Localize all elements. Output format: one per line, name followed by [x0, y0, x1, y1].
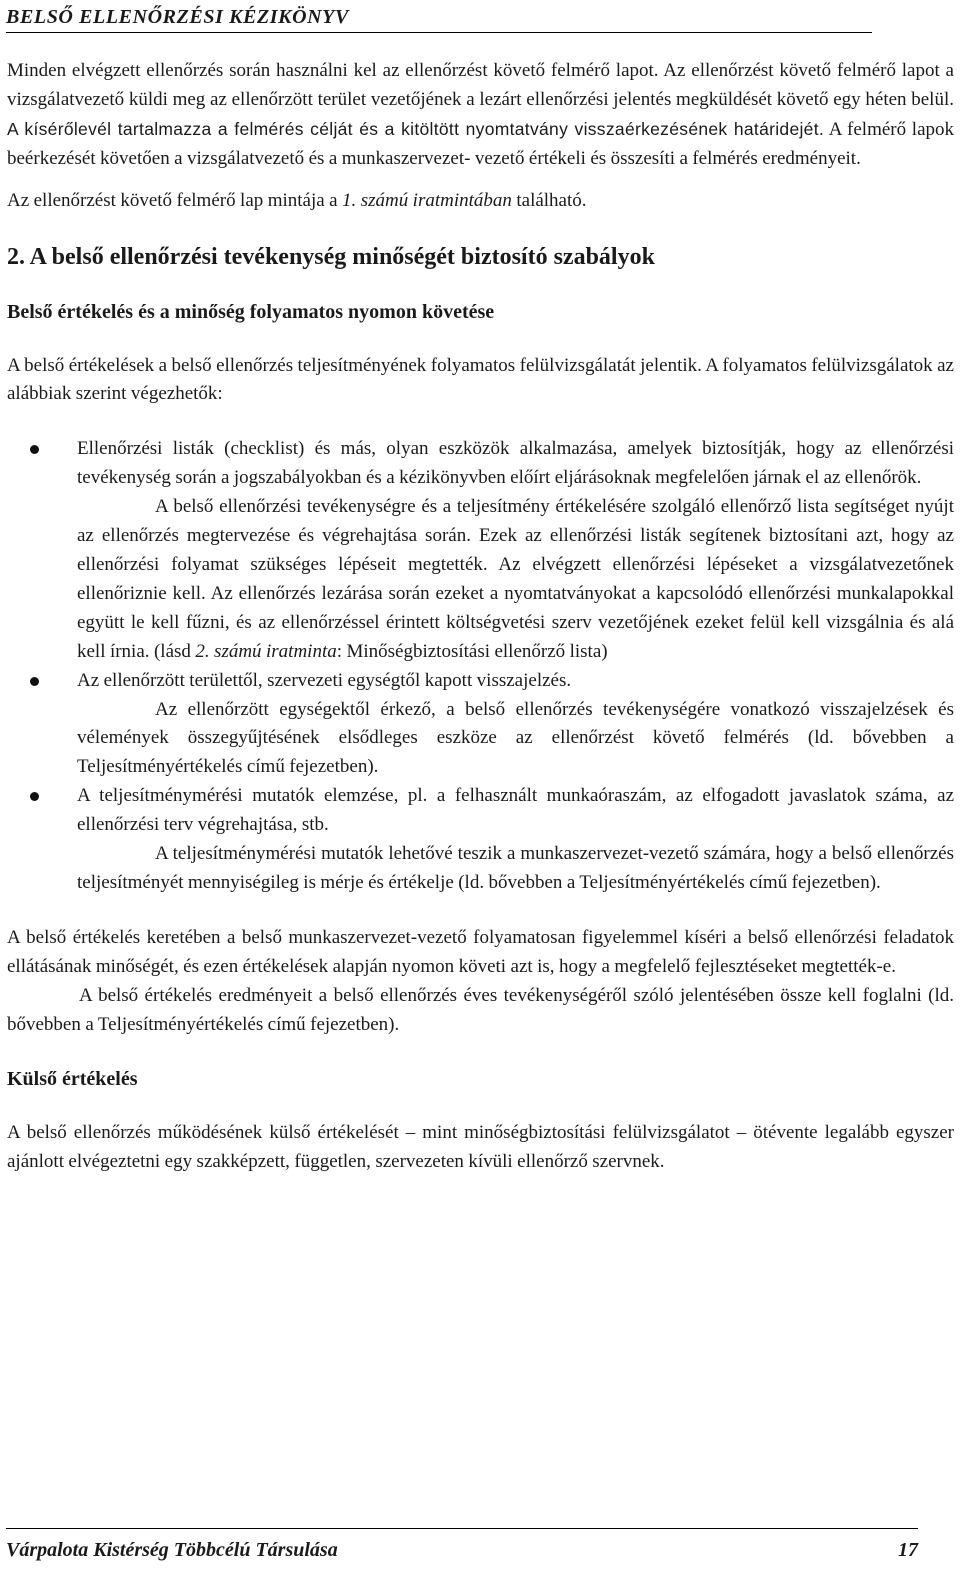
iratminta-reference: 2. számú iratminta [195, 640, 337, 662]
bullet-list [7, 435, 954, 898]
closing-paragraph-2: A belső értékelés eredményeit a belső ellenőrzés éves tevékenységéről szóló jelentésében össze kell foglalni (ld. bővebben a Teljesítményértékelés című fejezetben). [7, 984, 954, 1035]
intro-paragraph-1 [7, 57, 954, 174]
section-intro: A belső értékelések a belső ellenőrzés teljesítményének folyamatos felülvizsgálatát jelentik. A folyamatos felülvizsgálatok az alábbiak szerint végezhetők: [7, 354, 954, 405]
closing-paragraph-1: A belső értékelés keretében a belső munkaszervezet-vezető folyamatosan figyelemmel kíséri a belső ellenőrzési feladatok ellátásának minőségét, és ezen értékelések alapján nyomon követi azt is, hogy a megfelelő fejlesztéseket megtették-e. [7, 926, 954, 977]
bullet-detail: A teljesítménymérési mutatók lehetővé teszik a munkaszervezet-vezető számára, hogy a belső ellenőrzés teljesítményét mennyiségileg is mérje és értékelje (ld. bővebben a Teljesítményértékelés című fejezetben). [77, 843, 954, 893]
external-paragraph: A belső ellenőrzés működésének külső értékelését – mint minőségbiztosítási felülvizsgálatot – ötévente legalább egyszer ajánlott elvégeztetni egy szakképzett, független, szervezeten kívüli ellenőrző szervnek. [7, 1122, 954, 1173]
header-title: BELSŐ ELLENŐRZÉSI KÉZIKÖNYV [6, 6, 349, 28]
intro-text-b: A kísérőlevél tartalmazza a felmérés célját és a kitöltött nyomtatvány visszaérkezésének határidejét. [7, 118, 825, 139]
bullet-detail [77, 493, 954, 666]
running-header [6, 4, 872, 33]
intro-p2-post: található. [511, 189, 587, 211]
page-footer [6, 1528, 918, 1563]
iratminta-reference: 1. számú iratmintában [342, 189, 512, 211]
bullet-icon [30, 445, 39, 454]
list-item [7, 782, 954, 898]
intro-p2-pre: Az ellenőrzést követő felmérő lap mintája a [7, 189, 343, 211]
bullet-detail-pre: A belső ellenőrzési tevékenységre és a teljesítmény értékelésére szolgáló ellenőrző lista segítséget nyújt az ellenőrzés megtervezése és végrehajtása során. Ezek az ellenőrzési listák segítenek biztosítani azt, hogy az ellenőrzési folyamat szükséges lépéseit megtették. Az elvégzett ellenőrzési lépéseket a vizsgálatvezetőnek ellenőriznie kell. Az ellenőrzés lezárása során ezeket a nyomtatványokat a kapcsolódó ellenőrzési munkalapokkal együtt le kell fűzni, és az ellenőrzéssel érintett költségvetési szerv vezetőjének ezeket felül kell vizsgálnia és alá kell írnia. (lásd [77, 496, 954, 662]
bullet-main: Az ellenőrzött területtől, szervezeti egységtől kapott visszajelzés. [77, 669, 572, 691]
list-item [7, 667, 954, 783]
list-item [7, 435, 954, 666]
intro-text-c: A felmérő lapok beérkezését követően a vizsgálatvezető és a munkaszervezet- vezető értékeli és összesíti a felmérés eredményeit. [7, 118, 954, 169]
bullet-detail: Az ellenőrzött egységektől érkező, a belső ellenőrzés tevékenységére vonatkozó visszajelzések és vélemények összegyűjtésének elsődleges eszköze az ellenőrzést követő felmérés (ld. bővebben a Teljesítményértékelés című fejezetben). [77, 698, 954, 778]
intro-paragraph-2 [7, 187, 954, 216]
page-number: 17 [898, 1539, 918, 1561]
external-heading: Külső értékelés [7, 1068, 138, 1091]
bullet-icon [30, 677, 39, 686]
page-body [7, 57, 954, 1177]
intro-text-a: Minden elvégzett ellenőrzés során használni kel az ellenőrzést követő felmérő lapot. Az ellenőrzést követő felmérő lapot a vizsgálatvezető küldi meg az ellenőrzött terület vezetőjének a lezárt ellenőrzési jelentés megküldését követő egy héten belül. [7, 60, 954, 110]
subsection-heading: Belső értékelés és a minőség folyamatos nyomon követése [7, 300, 495, 323]
section-heading: 2. A belső ellenőrzési tevékenység minőségét biztosító szabályok [7, 243, 655, 270]
bullet-icon [30, 792, 39, 801]
bullet-main: A teljesítménymérési mutatók elemzése, pl. a felhasznált munkaóraszám, az elfogadott javaslatok száma, az ellenőrzési terv végrehajtása, stb. [77, 785, 954, 836]
bullet-main: Ellenőrzési listák (checklist) és más, olyan eszközök alkalmazása, amelyek biztosítják, hogy az ellenőrzési tevékenység során a jogszabályokban és a kézikönyvben előírt eljárásoknak megfelelően járnak el az ellenőrök. [77, 438, 954, 489]
bullet-detail-post: : Minőségbiztosítási ellenőrző lista) [336, 640, 608, 662]
footer-org: Várpalota Kistérség Többcélú Társulása [6, 1539, 338, 1561]
